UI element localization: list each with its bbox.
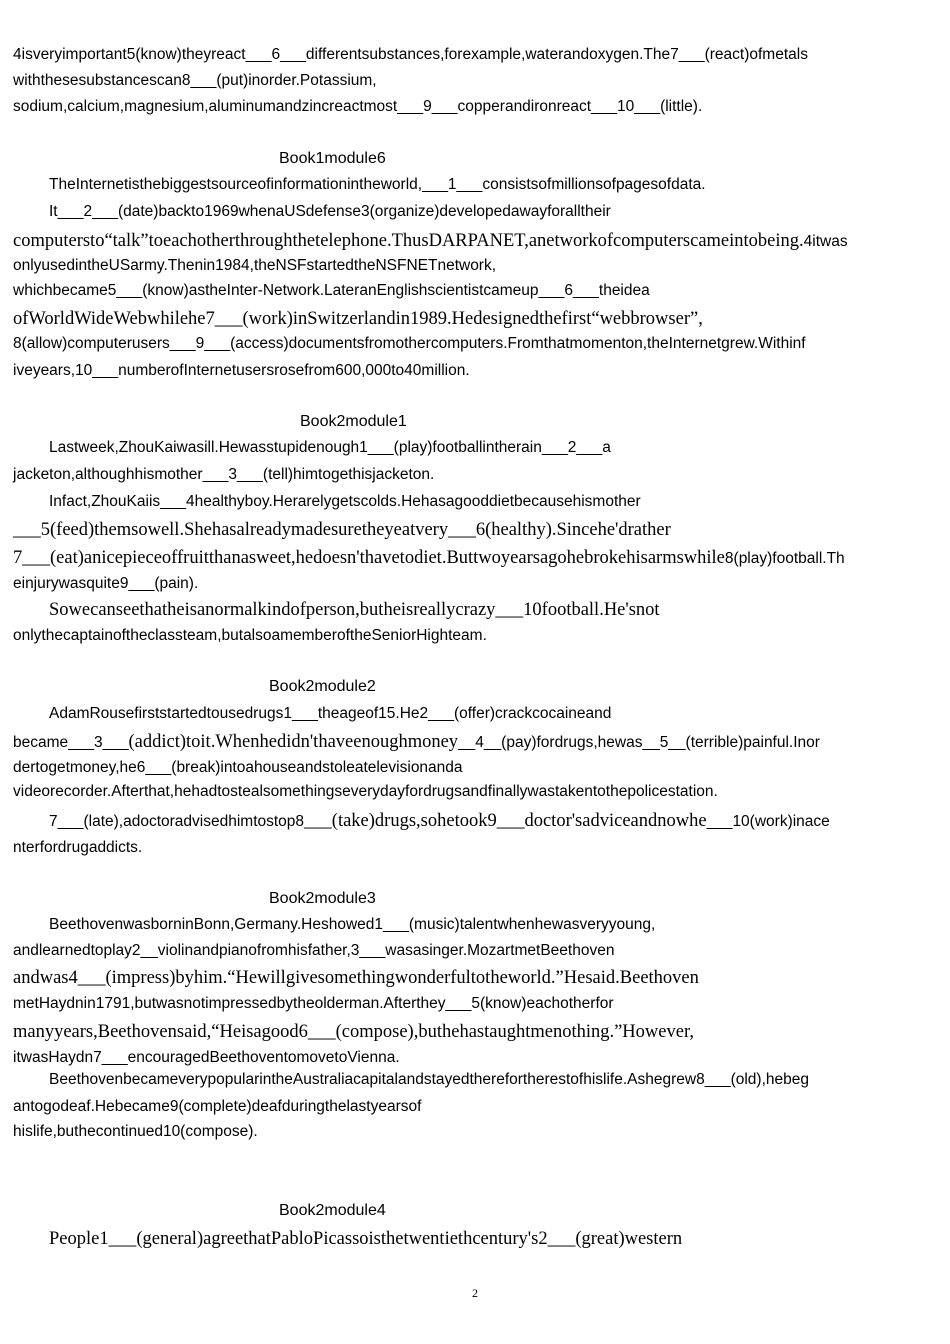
paragraph-line: Lastweek,ZhouKaiwasill.Hewasstupidenough1___(play)footballintherain___2___a (49, 439, 611, 456)
paragraph-line: jacketon,althoughhismother___3___(tell)himtogethisjacketon. (13, 466, 435, 483)
paragraph-line: onlythecaptainoftheclassteam,butalsoamemberoftheSeniorHighteam. (13, 627, 487, 644)
paragraph-line: antogodeaf.Hebecame9(complete)deafduringthelastyearsof (13, 1098, 422, 1115)
sans-text: became___3___ (13, 734, 129, 751)
serif-text: 7___(eat)anicepieceoffruitthanasweet,hedoesn'thavetodiet.Buttwoyearsagohebrokehisarmswhile (13, 548, 725, 568)
paragraph-line: BeethovenbecameverypopularintheAustraliacapitalandstayedtherefortherestofhislife.Ashegrew8___(old),hebeg (49, 1071, 809, 1088)
paragraph-line: AdamRousefirststartedtousedrugs1___theageof15.He2___(offer)crackcocaineand (49, 705, 612, 722)
sans-text: ___10(work)inace (706, 813, 830, 830)
section-heading: Book1module6 (279, 150, 386, 167)
paragraph-line: metHaydnin1791,butwasnotimpressedbytheolderman.Afterthey___5(know)eachotherfor (13, 995, 614, 1012)
paragraph-line: People1___(general)agreethatPabloPicassoisthetwentiethcentury's2___(great)western (49, 1229, 683, 1249)
section-heading: Book2module1 (300, 413, 407, 430)
paragraph-line: sodium,calcium,magnesium,aluminumandzincreactmost___9___copperandironreact___10___(little). (13, 98, 703, 115)
paragraph-line: TheInternetisthebiggestsourceofinformationintheworld,___1___consistsofmillionsofpagesofdata. (49, 176, 706, 193)
paragraph-line: iveyears,10___numberofInternetusersrosefrom600,000to40million. (13, 362, 470, 379)
serif-text: (addict)toit.Whenhedidn'thaveenoughmoney (128, 732, 459, 752)
sans-text: 4itwas (803, 233, 848, 250)
paragraph-line: 8(allow)computerusers___9___(access)documentsfromothercomputers.Fromthatmomenton,theInternetgrew.Withinf (13, 335, 806, 352)
paragraph-line: Sowecanseethatheisanormalkindofperson,butheisreallycrazy___10football.He'snot (49, 600, 660, 620)
paragraph-line: whichbecame5___(know)astheInter-Network.LateranEnglishscientistcameup___6___theidea (13, 282, 650, 299)
paragraph-line: BeethovenwasborninBonn,Germany.Heshowed1___(music)talentwhenhewasveryyoung, (49, 916, 656, 933)
paragraph-line: dertogetmoney,he6___(break)intoahouseandstoleatelevisionanda (13, 759, 463, 776)
sans-text: 7___(late),adoctoradvisedhimtostop8 (49, 813, 305, 830)
paragraph-line: onlyusedintheUSarmy.Thenin1984,theNSFstartedtheNSFNETnetwork, (13, 257, 497, 274)
paragraph-line: hislife,buthecontinued10(compose). (13, 1123, 258, 1140)
paragraph-line: einjurywasquite9___(pain). (13, 575, 199, 592)
paragraph-line: andlearnedtoplay2__violinandpianofromhisfather,3___wasasinger.MozartmetBeethoven (13, 942, 615, 959)
serif-text: ___(take)drugs,sohetook9___doctor'sadviceandnowhe (304, 811, 707, 831)
paragraph-line: nterfordrugaddicts. (13, 839, 143, 856)
serif-text: computersto“talk”toeachotherthroughthetelephone.ThusDARPANET,anetworkofcomputerscameintobeing. (13, 231, 804, 251)
paragraph-line (49, 811, 830, 832)
sans-text: 8(play)football.Th (724, 550, 845, 567)
paragraph-line (13, 231, 848, 252)
paragraph-line: It___2___(date)backto1969whenaUSdefense3(organize)developedawayforalltheir (49, 203, 611, 220)
paragraph-line: andwas4___(impress)byhim.“Hewillgivesomethingwonderfultotheworld.”Hesaid.Beethoven (13, 968, 699, 988)
paragraph-line: 4isveryimportant5(know)theyreact___6___differentsubstances,forexample,waterandoxygen.The7___(react)ofmetals (13, 46, 808, 63)
paragraph-line (13, 732, 820, 753)
paragraph-line: withthesesubstancescan8___(put)inorder.Potassium, (13, 72, 377, 89)
paragraph-line: videorecorder.Afterthat,hehadtostealsomethingseverydayfordrugsandfinallywastakentothepolicestation. (13, 783, 718, 800)
paragraph-line: manyyears,Beethovensaid,“Heisagood6___(compose),buthehastaughtmenothing.”However, (13, 1022, 694, 1042)
sans-text: __4__(pay)fordrugs,hewas__5__(terrible)painful.Inor (458, 734, 820, 751)
page-number: 2 (472, 1286, 478, 1300)
section-heading: Book2module3 (269, 890, 376, 907)
paragraph-line: Infact,ZhouKaiis___4healthyboy.Herarelygetscolds.Hehasagooddietbecausehismother (49, 493, 641, 510)
paragraph-line (13, 548, 845, 569)
paragraph-line: itwasHaydn7___encouragedBeethoventomovetoVienna. (13, 1049, 400, 1066)
section-heading: Book2module2 (269, 678, 376, 695)
paragraph-line: ofWorldWideWebwhilehe7___(work)inSwitzerlandin1989.Hedesignedthefirst“webbrowser”, (13, 309, 703, 329)
section-heading: Book2module4 (279, 1202, 386, 1219)
paragraph-line: ___5(feed)themsowell.Shehasalreadymadesuretheyeatvery___6(healthy).Sincehe'drather (13, 520, 671, 540)
